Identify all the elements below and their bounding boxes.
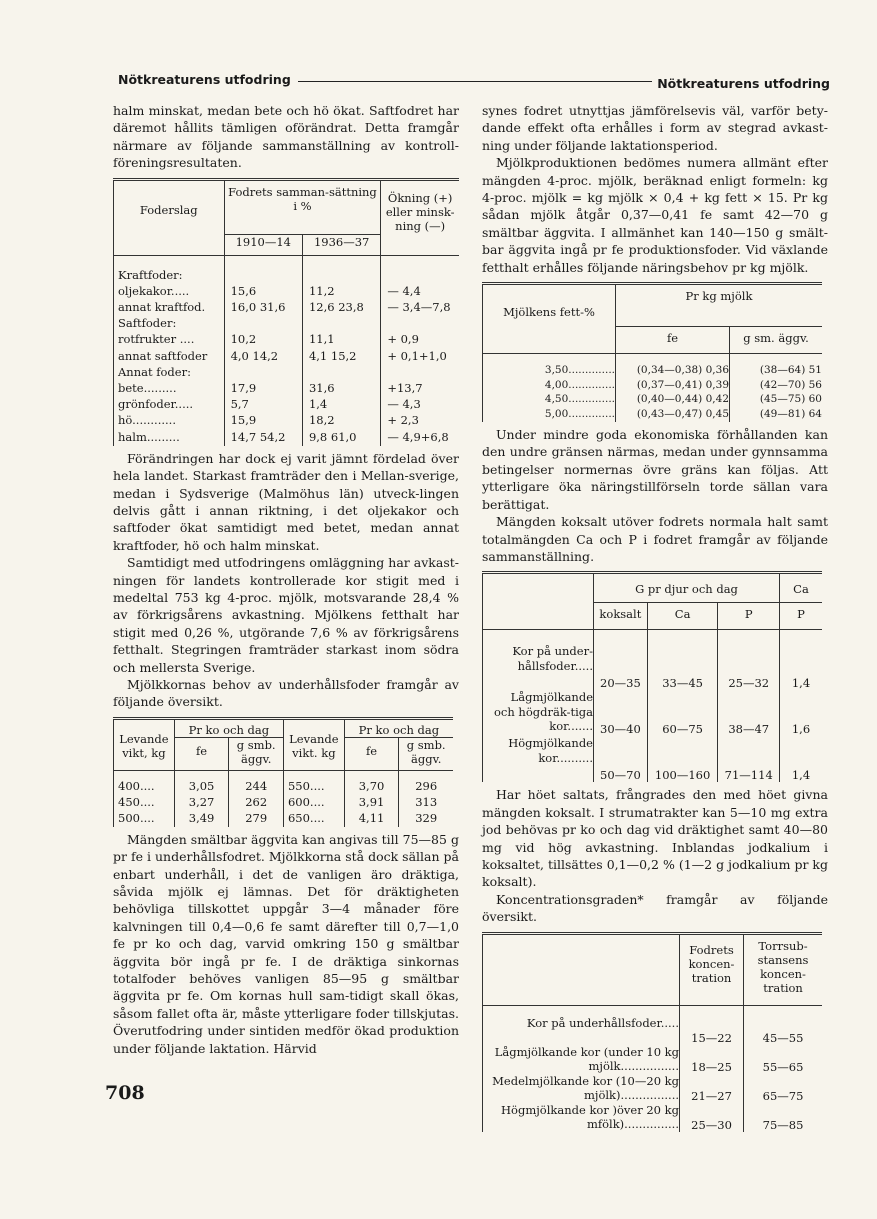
table-cell: 600.... bbox=[283, 795, 344, 811]
table-cell: — 4,4 bbox=[381, 284, 459, 300]
table-cell bbox=[381, 268, 459, 284]
paragraph: halm minskat, medan bete och hö ökat. Saftfodret har däremot hållits tämligen oförändrat. Detta framgår närmare av följande sammanställning av kontroll-föreningsresultaten. bbox=[113, 103, 459, 171]
table-cell: Högmjölkande kor.......... bbox=[508, 736, 593, 765]
table-cell: 650.... bbox=[283, 811, 344, 827]
table-cell: 21—27 bbox=[680, 1074, 744, 1103]
right-column bbox=[482, 102, 828, 1136]
table-cell: — 4,3 bbox=[381, 397, 459, 413]
table-cell: 38—47 bbox=[718, 690, 780, 736]
table-cell: (42—70) 56 bbox=[730, 379, 823, 394]
table-cell: 15—22 bbox=[680, 1016, 744, 1045]
table-row bbox=[483, 690, 823, 736]
table-row bbox=[114, 779, 454, 795]
table-row bbox=[483, 408, 823, 423]
col-header: g smb. äggv. bbox=[229, 737, 284, 770]
table-cell: + 0,9 bbox=[381, 332, 459, 348]
table-cell: 60—75 bbox=[647, 690, 718, 736]
col-header: 1936—37 bbox=[302, 234, 380, 255]
table-row bbox=[114, 397, 460, 413]
col-header: Mjölkens fett-% bbox=[483, 284, 616, 354]
col-header: fe bbox=[616, 327, 730, 354]
table-cell: 4,11 bbox=[344, 811, 399, 827]
table-cell: Annat foder: bbox=[118, 364, 191, 379]
paragraph: synes fodret utnyttjas jämförelsevis väl, varför bety-dande effekt ofta erhålles i form av stegrad avkast-ning under följande laktationsperiod. bbox=[482, 103, 828, 153]
table-cell: 400.... bbox=[118, 778, 155, 793]
table-cell: Lågmjölkande och högdräk-tiga kor....... bbox=[493, 690, 593, 734]
table-row bbox=[483, 1103, 823, 1132]
table-cell: 5,7 bbox=[224, 397, 302, 413]
table-row bbox=[114, 365, 460, 381]
col-header: Fodrets koncen-tration bbox=[680, 933, 744, 1005]
table-row bbox=[483, 379, 823, 394]
header-left: Nötkreaturens utfodring bbox=[118, 72, 291, 87]
table-cell: 14,7 54,2 bbox=[224, 430, 302, 446]
table-cell: Lågmjölkande kor (under 10 kg mjölk................ bbox=[494, 1044, 679, 1074]
table-row bbox=[114, 811, 454, 827]
table-cell: 3,50.............. bbox=[544, 364, 615, 377]
table-cell: 313 bbox=[399, 795, 453, 811]
col-header: Ca bbox=[647, 603, 718, 630]
table-cell: 18,2 bbox=[302, 413, 380, 429]
table-cell: (49—81) 64 bbox=[730, 408, 823, 423]
table-cell: (0,34—0,38) 0,36 bbox=[616, 364, 730, 379]
table-row bbox=[483, 1045, 823, 1074]
table-cell: bete......... bbox=[118, 380, 177, 395]
paragraph: Koncentrationsgraden* framgår av följande översikt. bbox=[482, 891, 828, 925]
col-header: Fodrets samman-sättning i % bbox=[224, 179, 381, 234]
col-header: koksalt bbox=[594, 603, 648, 630]
table-row bbox=[483, 644, 823, 690]
table-row bbox=[114, 268, 460, 284]
paragraph: Mängden koksalt utöver fodrets normala halt samt totalmängden Ca och P i fodret framgår av följande sammanställning. bbox=[482, 514, 828, 564]
table-cell: 9,8 61,0 bbox=[302, 430, 380, 446]
table-row bbox=[114, 795, 454, 811]
table-cell: 100—160 bbox=[647, 736, 718, 782]
table-cell: 25—32 bbox=[718, 644, 780, 690]
table-cell: Kraftfoder: bbox=[118, 267, 183, 282]
header-rule bbox=[298, 81, 652, 82]
table-cell: (45—75) 60 bbox=[730, 393, 823, 408]
table-cell: + 0,1+1,0 bbox=[381, 349, 459, 365]
table-cell: — 3,4—7,8 bbox=[381, 300, 459, 316]
col-header: G pr djur och dag bbox=[594, 573, 780, 603]
table-cell: — 4,9+6,8 bbox=[381, 430, 459, 446]
table-row bbox=[114, 381, 460, 397]
table-cell: 1,4 bbox=[302, 397, 380, 413]
left-column bbox=[113, 102, 459, 1057]
table-cell: +13,7 bbox=[381, 381, 459, 397]
table-cell: 262 bbox=[229, 795, 284, 811]
table-cell: 279 bbox=[229, 811, 284, 827]
table-cell: 71—114 bbox=[718, 736, 780, 782]
table-row bbox=[483, 1016, 823, 1045]
table-cell: 329 bbox=[399, 811, 453, 827]
table-cell: 11,1 bbox=[302, 332, 380, 348]
table-cell: 3,70 bbox=[344, 779, 399, 795]
table-cell: 550.... bbox=[283, 779, 344, 795]
table-cell: 244 bbox=[229, 779, 284, 795]
table-cell: 31,6 bbox=[302, 381, 380, 397]
table-cell: Kor på underhållsfoder..... bbox=[526, 1015, 679, 1030]
table-cell: 1,6 bbox=[780, 690, 823, 736]
col-header: Levande vikt, kg bbox=[114, 718, 175, 770]
table-cell: 30—40 bbox=[594, 690, 648, 736]
table-cell bbox=[224, 316, 302, 332]
table-cell: 20—35 bbox=[594, 644, 648, 690]
col-header: 1910—14 bbox=[224, 234, 302, 255]
table-cell bbox=[224, 268, 302, 284]
col-header: g smb. äggv. bbox=[399, 737, 453, 770]
table-cell: Saftfoder: bbox=[118, 316, 177, 331]
col-header: fe bbox=[344, 737, 399, 770]
col-header: fe bbox=[174, 737, 229, 770]
table-cell: 3,05 bbox=[174, 779, 229, 795]
table-cell: annat saftfoder bbox=[118, 348, 208, 363]
table-cell: halm......... bbox=[118, 429, 180, 444]
table-row bbox=[483, 393, 823, 408]
paragraph: Förändringen har dock ej varit jämnt fördelad över hela landet. Starkast framträder den i Mellan-sverige, medan i Sydsverige (Malmöhus län) utveck-lingen delvis gått i annan riktning, i det oljekakor och saftfoder ökat samtidigt med betet, medan annat kraftfoder, hö och halm minskat. bbox=[113, 450, 459, 553]
table-row bbox=[114, 316, 460, 332]
table-cell: 55—65 bbox=[744, 1045, 822, 1074]
table-cell bbox=[224, 365, 302, 381]
table-row bbox=[483, 1074, 823, 1103]
table-cell: 11,2 bbox=[302, 284, 380, 300]
table-cell: 3,27 bbox=[174, 795, 229, 811]
col-header: Levande vikt. kg bbox=[283, 718, 344, 770]
table-cell: 33—45 bbox=[647, 644, 718, 690]
table-cell: 500.... bbox=[118, 810, 155, 825]
table-cell: grönfoder..... bbox=[118, 397, 194, 412]
table-cell: annat kraftfod. bbox=[118, 300, 206, 314]
col-header: P bbox=[780, 603, 823, 630]
table-cell: Kor på under-hållsfoder..... bbox=[512, 644, 593, 673]
table-cell: 4,00.............. bbox=[544, 378, 615, 391]
table-cell: (0,40—0,44) 0,42 bbox=[616, 393, 730, 408]
table-cell: 15,6 bbox=[224, 284, 302, 300]
milk-fat-table bbox=[482, 282, 822, 422]
salt-minerals-table bbox=[482, 571, 822, 782]
table-cell: (0,43—0,47) 0,45 bbox=[616, 408, 730, 423]
table-cell: 1,4 bbox=[780, 736, 823, 782]
table-cell: Högmjölkande kor )över 20 kg mfölk)............... bbox=[501, 1102, 679, 1132]
paragraph: Under mindre goda ekonomiska förhållanden kan den undre gränsen närmas, medan under gynnsamma betingelser normernas övre gräns kan följas. Att ytterligare öka näringstillförseln torde sällan vara berättigat. bbox=[482, 427, 828, 512]
page-number: 708 bbox=[105, 1082, 145, 1104]
table-cell bbox=[381, 316, 459, 332]
paragraph: Mjölkkornas behov av underhållsfoder framgår av följande översikt. bbox=[113, 676, 459, 710]
table-row bbox=[114, 300, 460, 316]
feed-composition-table bbox=[113, 178, 459, 446]
table-row bbox=[114, 430, 460, 446]
table-cell: 16,0 31,6 bbox=[224, 300, 302, 316]
table-cell: 10,2 bbox=[224, 332, 302, 348]
table-row bbox=[114, 284, 460, 300]
table-cell: (0,37—0,41) 0,39 bbox=[616, 379, 730, 394]
col-header: Ökning (+) eller minsk-ning (—) bbox=[381, 179, 459, 255]
header-right: Nötkreaturens utfodring bbox=[657, 76, 830, 91]
paragraph: Samtidigt med utfodringens omläggning har avkast-ningen för landets kontrollerade kor stigit med i medeltal 753 kg 4-proc. mjölk, motsvarande 28,4 % av förkrigsårens avkastning. Mjölkens fetthalt har stigit med 0,26 %, utgörande 7,6 % av förkrigsårens fetthalt. Stegringen framträder starkast inom södra och mellersta Sverige. bbox=[113, 555, 459, 675]
table-cell: 17,9 bbox=[224, 381, 302, 397]
table-row bbox=[114, 332, 460, 348]
table-cell: hö............ bbox=[118, 413, 176, 428]
table-cell: 65—75 bbox=[744, 1074, 822, 1103]
running-header bbox=[118, 72, 830, 92]
paragraph: Mjölkproduktionen bedömes numera allmänt efter mängden 4-proc. mjölk, beräknad enligt formeln: kg 4-proc. mjölk = kg mjölk × 0,4 + kg fett × 15. Pr kg sådan mjölk åtgår 0,37—0,41 fe samt 42—70 g smältbar äggvita. I allmänhet kan 140—150 g smält-bar äggvita ingå pr fe produktionsfoder. Vid växlande fetthalt erhålles följande näringsbehov pr kg mjölk. bbox=[482, 155, 828, 275]
table-cell: (38—64) 51 bbox=[730, 364, 823, 379]
table-cell bbox=[381, 365, 459, 381]
table-cell: 50—70 bbox=[594, 736, 648, 782]
concentration-table bbox=[482, 932, 822, 1132]
col-header: Pr kg mjölk bbox=[616, 284, 823, 327]
table-cell: 25—30 bbox=[680, 1103, 744, 1132]
table-cell: 5,00.............. bbox=[544, 407, 615, 420]
maintenance-feed-table bbox=[113, 717, 453, 827]
paragraph: Mängden smältbar äggvita kan angivas till 75—85 g pr fe i underhållsfodret. Mjölkkorna stå dock sällan på enbart underhåll, i det de vanligen äro dräktiga, såvida mjölk ej lämnas. Det för dräktigheten behövliga tillskottet uppgår 3—4 månader före kalvningen till 0,4—0,6 fe samt därefter till 0,7—1,0 fe pr ko och dag, varvid omkring 150 g smältbar äggvita bör ingå pr fe. I de dräktiga sinkornas totalfoder behöves vanligen 85—95 g smältbar äggvita pr fe. Om kornas hull sam-tidigt skall ökas, såsom fallet ofta är, måste ytterligare foder tillskjutas. Överutfodring under sintiden medför ökad produktion under följande laktation. Härvid bbox=[113, 831, 459, 1056]
col-header: Pr ko och dag bbox=[174, 718, 283, 737]
table-cell: rotfrukter .... bbox=[118, 332, 195, 347]
table-cell: 15,9 bbox=[224, 413, 302, 429]
table-cell: 296 bbox=[399, 779, 453, 795]
table-cell: 12,6 23,8 bbox=[302, 300, 380, 316]
table-cell: 45—55 bbox=[744, 1016, 822, 1045]
table-cell: + 2,3 bbox=[381, 413, 459, 429]
table-cell: 4,50.............. bbox=[544, 393, 615, 406]
table-cell: Medelmjölkande kor (10—20 kg mjölk)................ bbox=[492, 1073, 679, 1103]
table-cell: 4,0 14,2 bbox=[224, 349, 302, 365]
col-header: Foderslag bbox=[114, 179, 225, 255]
table-cell: 1,4 bbox=[780, 644, 823, 690]
col-header: g sm. äggv. bbox=[730, 327, 823, 354]
table-cell: 18—25 bbox=[680, 1045, 744, 1074]
table-cell: 4,1 15,2 bbox=[302, 349, 380, 365]
table-row bbox=[114, 413, 460, 429]
table-cell bbox=[302, 365, 380, 381]
col-header: Torrsub-stansens koncen-tration bbox=[744, 933, 822, 1005]
col-header: Pr ko och dag bbox=[344, 718, 453, 737]
col-header: Ca bbox=[780, 573, 823, 603]
col-header: P bbox=[718, 603, 780, 630]
table-cell bbox=[302, 316, 380, 332]
table-cell bbox=[302, 268, 380, 284]
table-cell: 450.... bbox=[118, 794, 155, 809]
paragraph: Har höet saltats, frångrades den med höet givna mängden koksalt. I strumatrakter kan 5—10 mg extra jod behövas pr ko och dag vid dräktighet samt 40—80 mg vid hög avkastning. Inblandas jodkalium i koksaltet, tillsättes 0,1—0,2 % (1—2 g jodkalium pr kg koksalt). bbox=[482, 787, 828, 890]
table-cell: 75—85 bbox=[744, 1103, 822, 1132]
table-cell: oljekakor..... bbox=[118, 283, 190, 298]
table-cell: 3,49 bbox=[174, 811, 229, 827]
table-row bbox=[114, 349, 460, 365]
table-row bbox=[483, 736, 823, 782]
table-row bbox=[483, 364, 823, 379]
table-cell: 3,91 bbox=[344, 795, 399, 811]
